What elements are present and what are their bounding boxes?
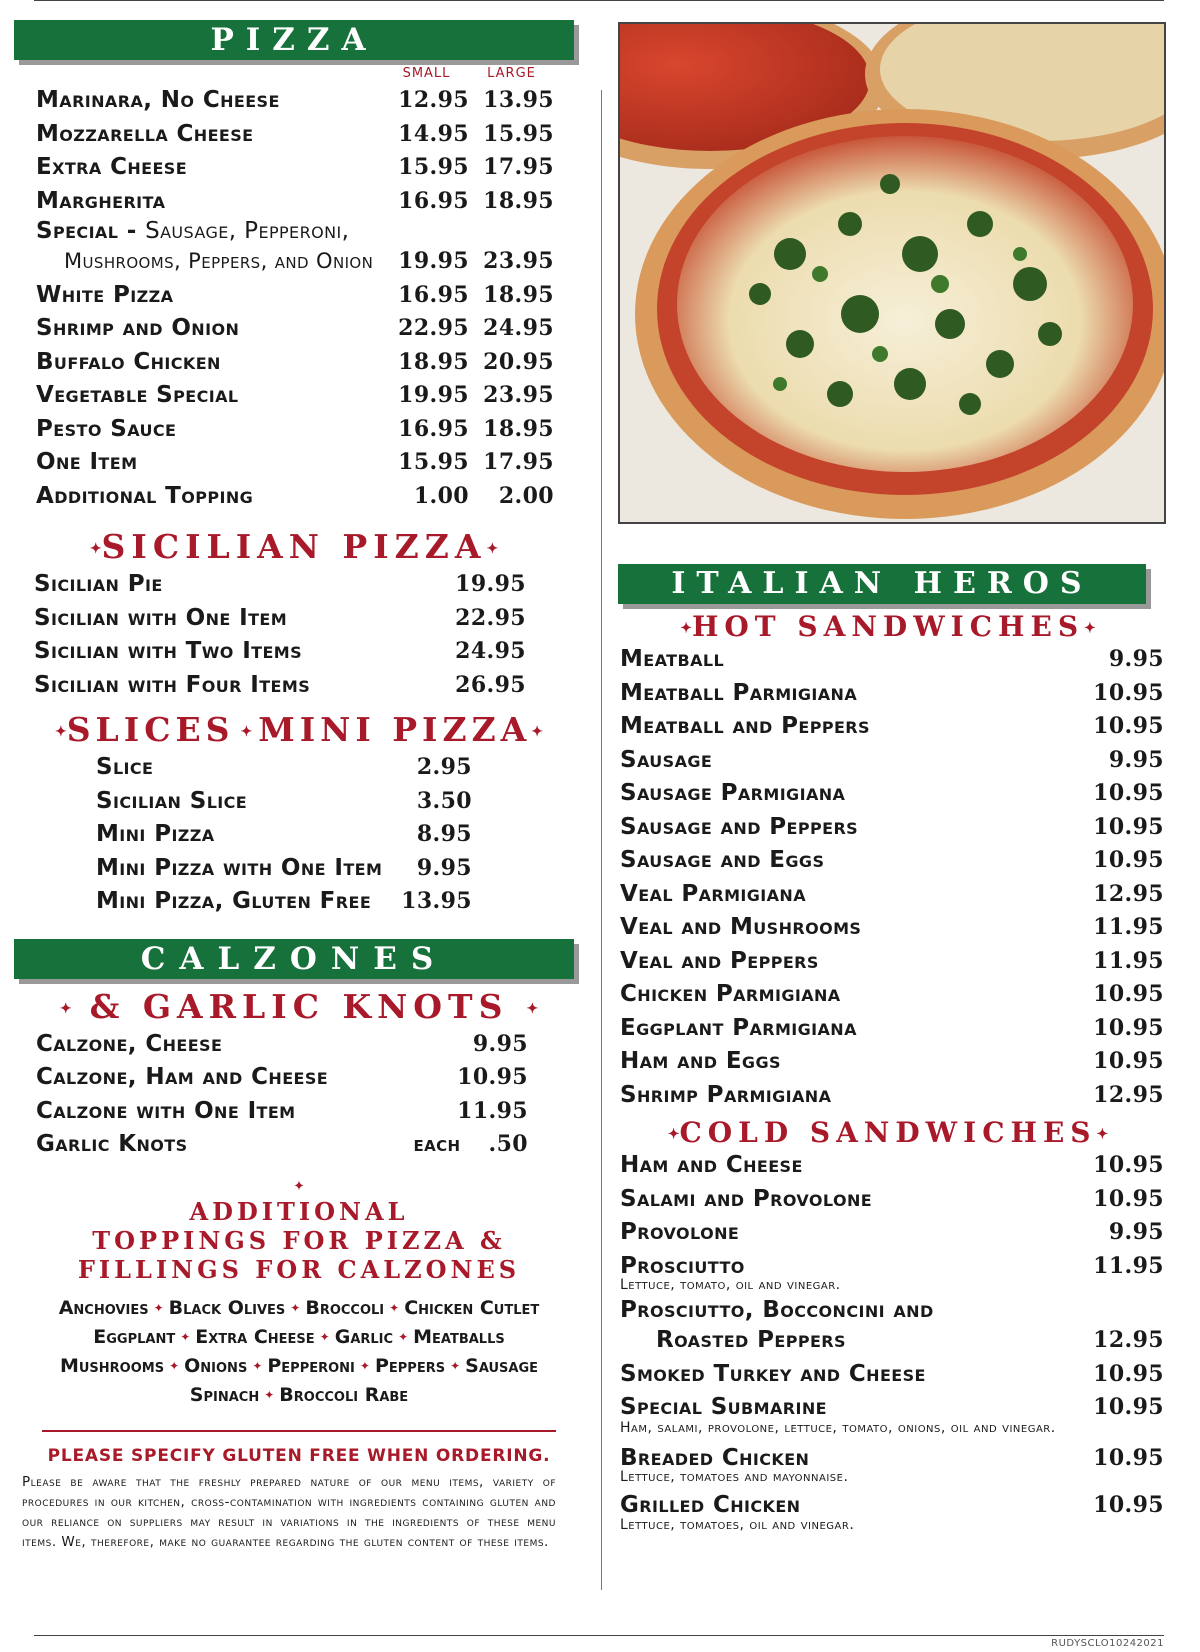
calzone-item: Calzone with One Item 11.95 [36,1097,528,1124]
diamond-icon: ✦ [1084,620,1096,637]
column-divider [601,90,602,1590]
pizza-item: Extra Cheese 15.95 17.95 [36,154,554,180]
gluten-free-title: PLEASE SPECIFY GLUTEN FREE WHEN ORDERING. [47,1445,551,1466]
hot-sandwich-item: Sausage and Eggs 10.95 [620,847,1164,873]
cold-sandwiches-list [620,1149,1164,1533]
slice-item: Mini Pizza 8.95 [96,821,472,847]
diamond-icon: ✦ [89,541,102,557]
cold-sandwich-item: Breaded Chicken 10.95 [620,1444,1164,1471]
pizza-item: Buffalo Chicken 18.95 20.95 [36,348,554,375]
hot-sandwiches-list [620,643,1164,1112]
pizza-item: Pesto Sauce 16.95 18.95 [36,415,554,442]
diamond-icon: ✦ [680,620,692,637]
pizza-image [620,24,1164,522]
gluten-free-disclaimer: Please be aware that the freshly prepared nature of our menu items, variety of procedures in our kitchen, cross-contamination with ingredients containing gluten and our reliance on suppliers may result in variations in the ingredients of these menu items. We, therefore, make no guarantee regarding the gluten content of these items. [22,1473,556,1550]
hot-sandwich-item: Ham and Eggs 10.95 [620,1048,1164,1074]
hot-sandwich-item: Veal and Peppers 11.95 [620,947,1164,974]
diamond-icon: ✦ [526,1000,539,1017]
pizza-item: Vegetable Special 19.95 23.95 [36,382,554,408]
hot-sandwich-item: Veal Parmigiana 12.95 [620,880,1164,907]
cold-sandwich-item: Salami and Provolone 10.95 [620,1185,1164,1212]
calzone-item: Garlic Knots EACH .50 [36,1131,528,1157]
cold-sandwiches-title: ✦COLD SANDWICHES✦ [667,1116,1109,1149]
toppings-line: Mushrooms ✦ Onions ✦ Pepperoni ✦ Peppers ✦ Sausage [59,1354,539,1377]
calzone-item: Calzone, Cheese 9.95 [36,1030,528,1057]
hot-sandwich-item: Veal and Mushrooms 11.95 [620,914,1164,940]
toppings-list [14,1294,584,1410]
toppings-line: Anchovies ✦ Black Olives ✦ Broccoli ✦ Chicken Cutlet [58,1296,540,1319]
left-column [14,20,584,1552]
pizza-item: One Item 15.95 17.95 [36,449,554,475]
cold-sandwich-item: Smoked Turkey and Cheese 10.95 [620,1360,1164,1387]
cold-sandwich-item-cont: Roasted Peppers 12.95 [656,1327,1164,1353]
diamond-icon: ✦ [54,724,67,740]
cold-sandwich-item: Prosciutto 11.95 [620,1252,1164,1279]
diamond-icon: ✦ [486,541,499,557]
hot-sandwich-item: Meatball and Peppers 10.95 [620,713,1164,739]
toppings-line: Eggplant ✦ Extra Cheese ✦ Garlic ✦ Meatballs [93,1325,505,1348]
pizza-item: Additional Topping 1.00 2.00 [36,482,554,509]
hot-sandwich-item: Sausage and Peppers 10.95 [620,813,1164,840]
diamond-icon: ✦ [293,1178,305,1194]
sicilian-item: Sicilian with One Item 22.95 [34,604,526,631]
size-small-label: SMALL [402,66,451,81]
calzones-banner: CALZONES [14,939,574,979]
pizza-item: Mozzarella Cheese 14.95 15.95 [36,120,554,147]
calzones-subtitle: ✦ & GARLIC KNOTS ✦ [59,986,539,1026]
cold-sandwich-item: Provolone 9.95 [620,1219,1164,1245]
diamond-icon: ✦ [240,724,253,740]
pizza-banner: PIZZA [14,20,574,60]
diamond-icon: ✦ [59,1000,72,1017]
item-description: Lettuce, tomatoes and mayonnaise. [620,1469,849,1485]
item-description: Ham, salami, provolone, lettuce, tomato, onions, oil and vinegar. [620,1419,1056,1436]
pizza-item-special-detail: Mushrooms, Peppers, and Onion 19.95 23.95 [64,248,554,274]
diamond-icon: ✦ [531,724,544,740]
bottom-rule [34,1635,1164,1636]
top-rule [34,0,1164,1]
hot-sandwich-item: Sausage 9.95 [620,746,1164,773]
hot-sandwich-item: Meatball 9.95 [620,646,1164,672]
diamond-icon: ✦ [1096,1126,1109,1143]
hot-sandwiches-title: ✦HOT SANDWICHES✦ [680,610,1096,643]
hot-sandwich-item: Chicken Parmigiana 10.95 [620,981,1164,1007]
pizza-item-special: Special - Sausage, Pepperoni, [36,218,350,244]
item-description: Lettuce, tomatoes, oil and vinegar. [620,1516,855,1533]
pizza-item: Shrimp and Onion 22.95 24.95 [36,315,554,341]
red-rule [42,1430,556,1432]
slice-item: Sicilian Slice 3.50 [96,787,472,814]
sicilian-item: Sicilian Pie 19.95 [34,571,526,597]
sicilian-item: Sicilian with Two Items 24.95 [34,638,526,664]
hot-sandwich-item: Shrimp Parmigiana 12.95 [620,1081,1164,1108]
slice-item: Mini Pizza, Gluten Free 13.95 [96,888,472,914]
cold-sandwich-item: Grilled Chicken 10.95 [620,1492,1164,1518]
calzone-item: Calzone, Ham and Cheese 10.95 [36,1064,528,1090]
sicilian-title: ✦SICILIAN PIZZA✦ [89,527,499,566]
slice-item: Slice 2.95 [96,754,472,780]
footer-code: RUDYSCLO10242021 [1051,1638,1164,1649]
sicilian-item: Sicilian with Four Items 26.95 [34,671,526,698]
hot-sandwich-item: Eggplant Parmigiana 10.95 [620,1014,1164,1041]
pizza-photo [618,22,1166,524]
item-description: Lettuce, tomato, oil and vinegar. [620,1277,841,1293]
hot-sandwich-item: Sausage Parmigiana 10.95 [620,780,1164,806]
heros-banner: ITALIAN HEROS [618,564,1146,604]
slice-item: Mini Pizza with One Item 9.95 [96,854,472,881]
pizza-list [36,84,554,513]
slices-list [96,751,472,919]
ornament [14,1176,584,1195]
sicilian-list [34,568,526,702]
size-large-label: LARGE [487,66,536,81]
cold-sandwich-item: Ham and Cheese 10.95 [620,1152,1164,1178]
toppings-line: Spinach ✦ Broccoli Rabe [189,1383,409,1406]
slices-title: ✦SLICES ✦ MINI PIZZA✦ [54,710,544,749]
pizza-item: Margherita 16.95 18.95 [36,187,554,214]
toppings-title: ADDITIONAL TOPPINGS FOR PIZZA & FILLINGS FOR CALZONES [77,1196,521,1284]
diamond-icon: ✦ [667,1126,680,1143]
hot-sandwich-item: Meatball Parmigiana 10.95 [620,679,1164,706]
cold-sandwich-item: Prosciutto, Bocconcini and [620,1297,934,1323]
cold-sandwich-item: Special Submarine 10.95 [620,1394,1164,1420]
right-column [618,22,1178,1537]
calzones-list [36,1028,528,1162]
pizza-item: White Pizza 16.95 18.95 [36,281,554,308]
size-header [14,66,554,84]
pizza-item: Marinara, No Cheese 12.95 13.95 [36,87,554,113]
